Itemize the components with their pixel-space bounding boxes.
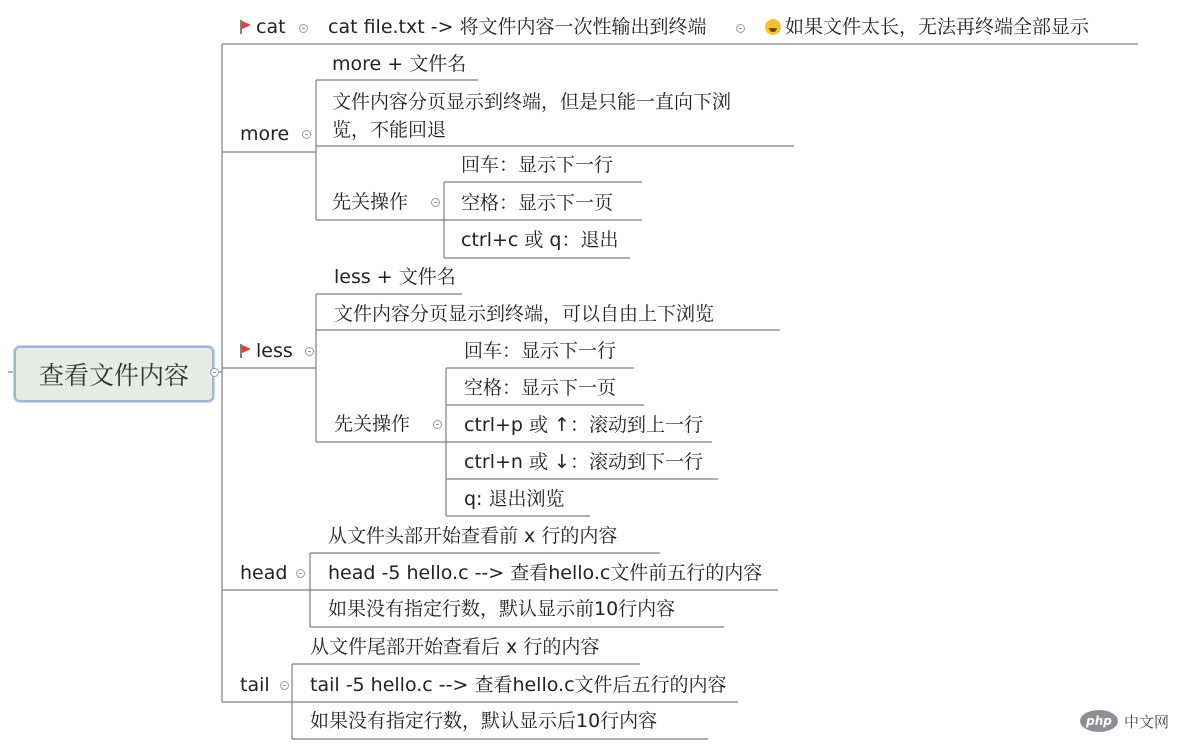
- cat-note-text: 如果文件太长，无法再终端全部显示: [785, 16, 1090, 38]
- tail-item[interactable]: 从文件尾部开始查看后 x 行的内容: [310, 636, 600, 658]
- cat-description[interactable]: cat file.txt -> 将文件内容一次性输出到终端: [328, 16, 707, 38]
- sad-face-icon: [765, 19, 781, 35]
- more-op-item[interactable]: 回车：显示下一行: [461, 154, 614, 176]
- tail-item[interactable]: tail -5 hello.c --> 查看hello.c文件后五行的内容: [310, 674, 727, 696]
- php-logo: php: [1080, 710, 1118, 732]
- collapse-icon[interactable]: [431, 198, 440, 207]
- less-op-item[interactable]: ctrl+p 或 ↑：滚动到上一行: [464, 414, 703, 436]
- more-description-line2: 览，不能回退: [332, 119, 447, 141]
- collapse-icon[interactable]: [433, 420, 442, 429]
- branch-head[interactable]: head: [240, 562, 288, 584]
- collapse-icon[interactable]: [296, 569, 305, 578]
- more-description-line1[interactable]: 文件内容分页显示到终端，但是只能一直向下浏: [332, 91, 732, 113]
- branch-label: cat: [256, 16, 286, 38]
- collapse-icon[interactable]: [302, 130, 311, 139]
- watermark: [1080, 710, 1169, 732]
- collapse-icon[interactable]: [280, 681, 289, 690]
- more-usage[interactable]: more + 文件名: [332, 53, 467, 75]
- collapse-icon[interactable]: [299, 24, 308, 33]
- tail-item[interactable]: 如果没有指定行数，默认显示后10行内容: [310, 710, 658, 732]
- collapse-icon[interactable]: [210, 368, 219, 377]
- less-description[interactable]: 文件内容分页显示到终端，可以自由上下浏览: [334, 303, 715, 325]
- head-item[interactable]: 从文件头部开始查看前 x 行的内容: [328, 525, 618, 547]
- head-item[interactable]: head -5 hello.c --> 查看hello.c文件前五行的内容: [328, 562, 763, 584]
- branch-less[interactable]: [240, 339, 293, 363]
- flag-icon: [240, 344, 252, 358]
- less-op-item[interactable]: 回车：显示下一行: [464, 340, 617, 362]
- root-topic[interactable]: 查看文件内容: [14, 346, 214, 402]
- cat-note[interactable]: [765, 15, 1089, 39]
- less-op-item[interactable]: q: 退出浏览: [464, 488, 565, 510]
- watermark-text: 中文网: [1124, 712, 1170, 731]
- branch-more[interactable]: more: [240, 123, 290, 145]
- branch-cat[interactable]: [240, 15, 286, 39]
- less-ops-label[interactable]: 先关操作: [334, 413, 411, 435]
- collapse-icon[interactable]: [736, 24, 745, 33]
- head-item[interactable]: 如果没有指定行数，默认显示前10行内容: [328, 598, 676, 620]
- branch-label: less: [256, 340, 293, 362]
- collapse-icon[interactable]: [305, 347, 314, 356]
- more-op-item[interactable]: 空格：显示下一页: [461, 192, 614, 214]
- branch-tail[interactable]: tail: [240, 674, 270, 696]
- flag-icon: [240, 20, 252, 34]
- less-op-item[interactable]: ctrl+n 或 ↓：滚动到下一行: [464, 451, 703, 473]
- less-op-item[interactable]: 空格：显示下一页: [464, 377, 617, 399]
- more-ops-label[interactable]: 先关操作: [332, 191, 409, 213]
- more-op-item[interactable]: ctrl+c 或 q：退出: [461, 229, 619, 251]
- less-usage[interactable]: less + 文件名: [334, 266, 456, 288]
